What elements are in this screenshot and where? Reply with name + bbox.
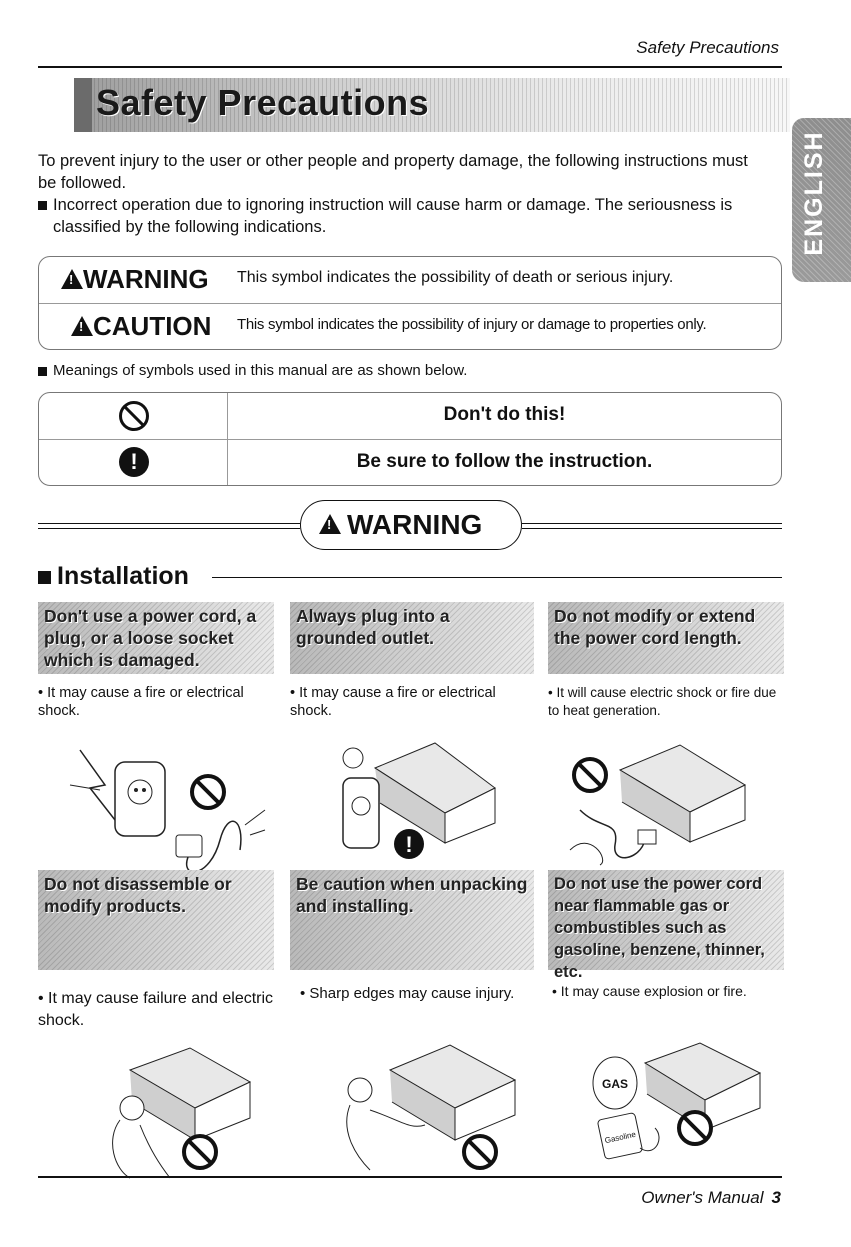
bullet-icon: [38, 367, 47, 376]
card-title-flammable: Do not use the power cord near flammable gas or combustibles such as gasoline, benzene, thinner, etc.: [548, 870, 784, 970]
intro-text: [38, 150, 788, 238]
damaged-plug-illustration: [60, 730, 270, 870]
indication-row-caution: [39, 303, 781, 350]
card-title-extend-cord: Do not modify or extend the power cord length.: [548, 602, 784, 674]
intro-bullet-text: Incorrect operation due to ignoring instruction will cause harm or damage. The seriousness is classified by the following indications.: [53, 196, 733, 236]
title-banner-block: [74, 78, 92, 132]
card-title-disassemble: Do not disassemble or modify products.: [38, 870, 274, 970]
section-heading: [38, 562, 189, 591]
footer-rule: [38, 1176, 782, 1178]
warning-divider-right: [522, 523, 782, 529]
warning-desc: This symbol indicates the possibility of death or serious injury.: [237, 269, 674, 286]
indication-row-warning: [39, 257, 781, 303]
section-rule: [212, 577, 782, 578]
warning-triangle-icon: [319, 514, 341, 534]
symbols-intro-text: Meanings of symbols used in this manual are as shown below.: [53, 362, 468, 379]
footer-manual-title: Owner's Manual: [641, 1188, 764, 1207]
page-title: Safety Precautions: [96, 82, 430, 123]
warning-triangle-icon: [61, 269, 83, 289]
running-header: Safety Precautions: [636, 38, 779, 57]
grounded-outlet-illustration: [325, 728, 505, 868]
card-title-damaged-cord: Don't use a power cord, a plug, or a loose socket which is damaged.: [38, 602, 274, 674]
caution-triangle-icon: [71, 316, 93, 336]
symbols-table: [38, 392, 782, 486]
card-note-extend-cord: • It will cause electric shock or fire due to heat generation.: [548, 685, 777, 718]
unpacking-illustration: [330, 1030, 530, 1180]
card-note-damaged-cord: • It may cause a fire or electrical shock.: [38, 685, 244, 719]
header-rule: [38, 66, 782, 68]
language-tab-label: ENGLISH: [800, 130, 828, 256]
extended-cord-illustration: [560, 730, 760, 870]
card-note-flammable: • It may cause explosion or fire.: [552, 983, 747, 999]
table-divider: [39, 439, 781, 440]
flammable-illustration: [585, 1028, 775, 1178]
disassemble-illustration: [80, 1030, 270, 1180]
bullet-icon: [38, 201, 47, 210]
intro-bullet: [38, 194, 780, 238]
mandatory-icon: !: [119, 447, 149, 477]
svg-text:!: !: [405, 832, 413, 857]
symbols-intro: [38, 362, 467, 379]
card-note-unpacking: • Sharp edges may cause injury.: [300, 985, 515, 1002]
warning-divider-left: [38, 523, 300, 529]
section-heading-text: Installation: [57, 562, 189, 590]
warning-word: WARNING: [83, 264, 209, 294]
mandatory-meaning: Be sure to follow the instruction.: [356, 451, 653, 472]
prohibited-icon: [119, 401, 149, 431]
page-number: 3: [771, 1188, 781, 1207]
card-note-grounded-outlet: • It may cause a fire or electrical shock.: [290, 685, 496, 719]
gas-label: GAS: [601, 1077, 629, 1091]
card-note-disassemble: • It may cause failure and electric shock.: [38, 990, 274, 1029]
title-banner: [74, 78, 790, 132]
warning-banner: [300, 500, 522, 550]
footer: [641, 1188, 781, 1208]
warning-banner-word: WARNING: [347, 509, 483, 540]
intro-line: To prevent injury to the user or other people and property damage, the following instructions must be followed.: [38, 152, 748, 192]
indication-box: [38, 256, 782, 350]
card-title-grounded-outlet: Always plug into a grounded outlet.: [290, 602, 534, 674]
caution-desc: This symbol indicates the possibility of injury or damage to properties only.: [237, 316, 707, 333]
card-title-unpacking: Be caution when unpacking and installing.: [290, 870, 534, 970]
language-tab: [792, 118, 851, 282]
prohibited-meaning: Don't do this!: [443, 404, 566, 425]
gasoline-label: Gasoline: [603, 1129, 637, 1146]
bullet-icon: [38, 571, 51, 584]
caution-word: CAUTION: [93, 311, 212, 341]
